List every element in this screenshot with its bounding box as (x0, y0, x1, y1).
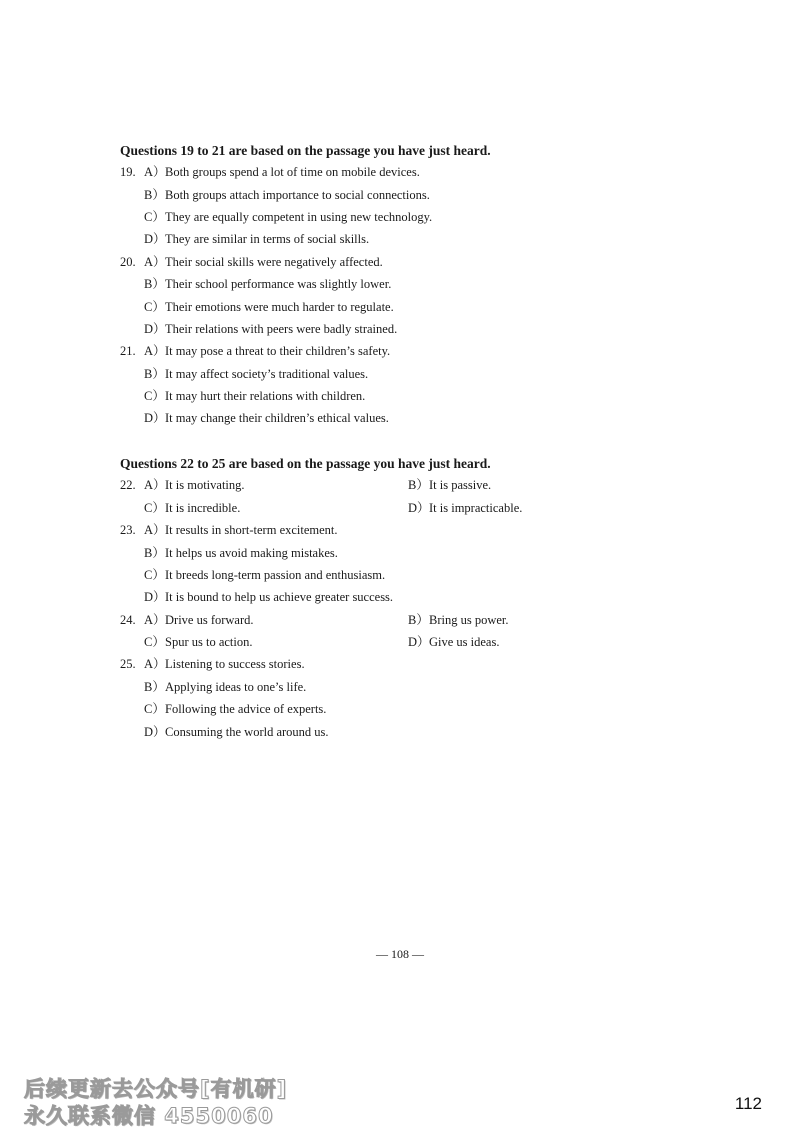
option-20-b: B）Their school performance was slightly lower. (144, 277, 392, 291)
option-21-b: B）It may affect society’s traditional values. (144, 367, 369, 381)
option-25-a: A）Listening to success stories. (144, 657, 305, 671)
option-23-b: B）It helps us avoid making mistakes. (144, 546, 338, 560)
option-20-a: A）Their social skills were negatively affected. (144, 255, 383, 269)
option-25-d: D）Consuming the world around us. (144, 725, 329, 739)
question-number-25: 25. (120, 657, 136, 671)
option-21-d: D）It may change their children’s ethical values. (144, 411, 389, 425)
question-number-21: 21. (120, 344, 136, 358)
section-heading-19-21: Questions 19 to 21 are based on the passage you have just heard. (120, 143, 491, 158)
option-19-d: D）They are similar in terms of social skills. (144, 232, 370, 246)
option-21-c: C）It may hurt their relations with children. (144, 389, 366, 403)
option-19-a: A）Both groups spend a lot of time on mobile devices. (144, 165, 420, 179)
question-number-24: 24. (120, 613, 136, 627)
option-24-b: B）Bring us power. (408, 613, 509, 627)
option-24-c: C）Spur us to action. (144, 635, 253, 649)
section-heading-22-25: Questions 22 to 25 are based on the passage you have just heard. (120, 456, 491, 471)
option-25-c: C）Following the advice of experts. (144, 702, 327, 716)
option-23-d: D）It is bound to help us achieve greater success. (144, 590, 394, 604)
question-number-20: 20. (120, 255, 136, 269)
question-number-19: 19. (120, 165, 136, 179)
question-number-23: 23. (120, 523, 136, 537)
page-number: — 108 — (376, 947, 424, 961)
watermark-text (24, 1076, 287, 1130)
option-22-d: D）It is impracticable. (408, 501, 523, 515)
option-24-d: D）Give us ideas. (408, 635, 500, 649)
option-24-a: A）Drive us forward. (144, 613, 254, 627)
corner-page-number: 112 (734, 1094, 762, 1113)
watermark-line-2: 永久联系微信 4550060 (24, 1104, 274, 1128)
option-20-c: C）Their emotions were much harder to regulate. (144, 300, 394, 314)
option-23-c: C）It breeds long-term passion and enthusiasm. (144, 568, 386, 582)
option-19-c: C）They are equally competent in using new technology. (144, 210, 433, 224)
option-25-b: B）Applying ideas to one’s life. (144, 680, 307, 694)
option-23-a: A）It results in short-term excitement. (144, 523, 338, 537)
option-22-b: B）It is passive. (408, 478, 492, 492)
question-number-22: 22. (120, 478, 136, 492)
option-19-b: B）Both groups attach importance to social connections. (144, 188, 430, 202)
option-22-a: A）It is motivating. (144, 478, 245, 492)
option-21-a: A）It may pose a threat to their children’s safety. (144, 344, 391, 358)
option-20-d: D）Their relations with peers were badly strained. (144, 322, 398, 336)
option-22-c: C）It is incredible. (144, 501, 241, 515)
watermark-line-1: 后续更新去公众号[有机研] (24, 1077, 288, 1101)
